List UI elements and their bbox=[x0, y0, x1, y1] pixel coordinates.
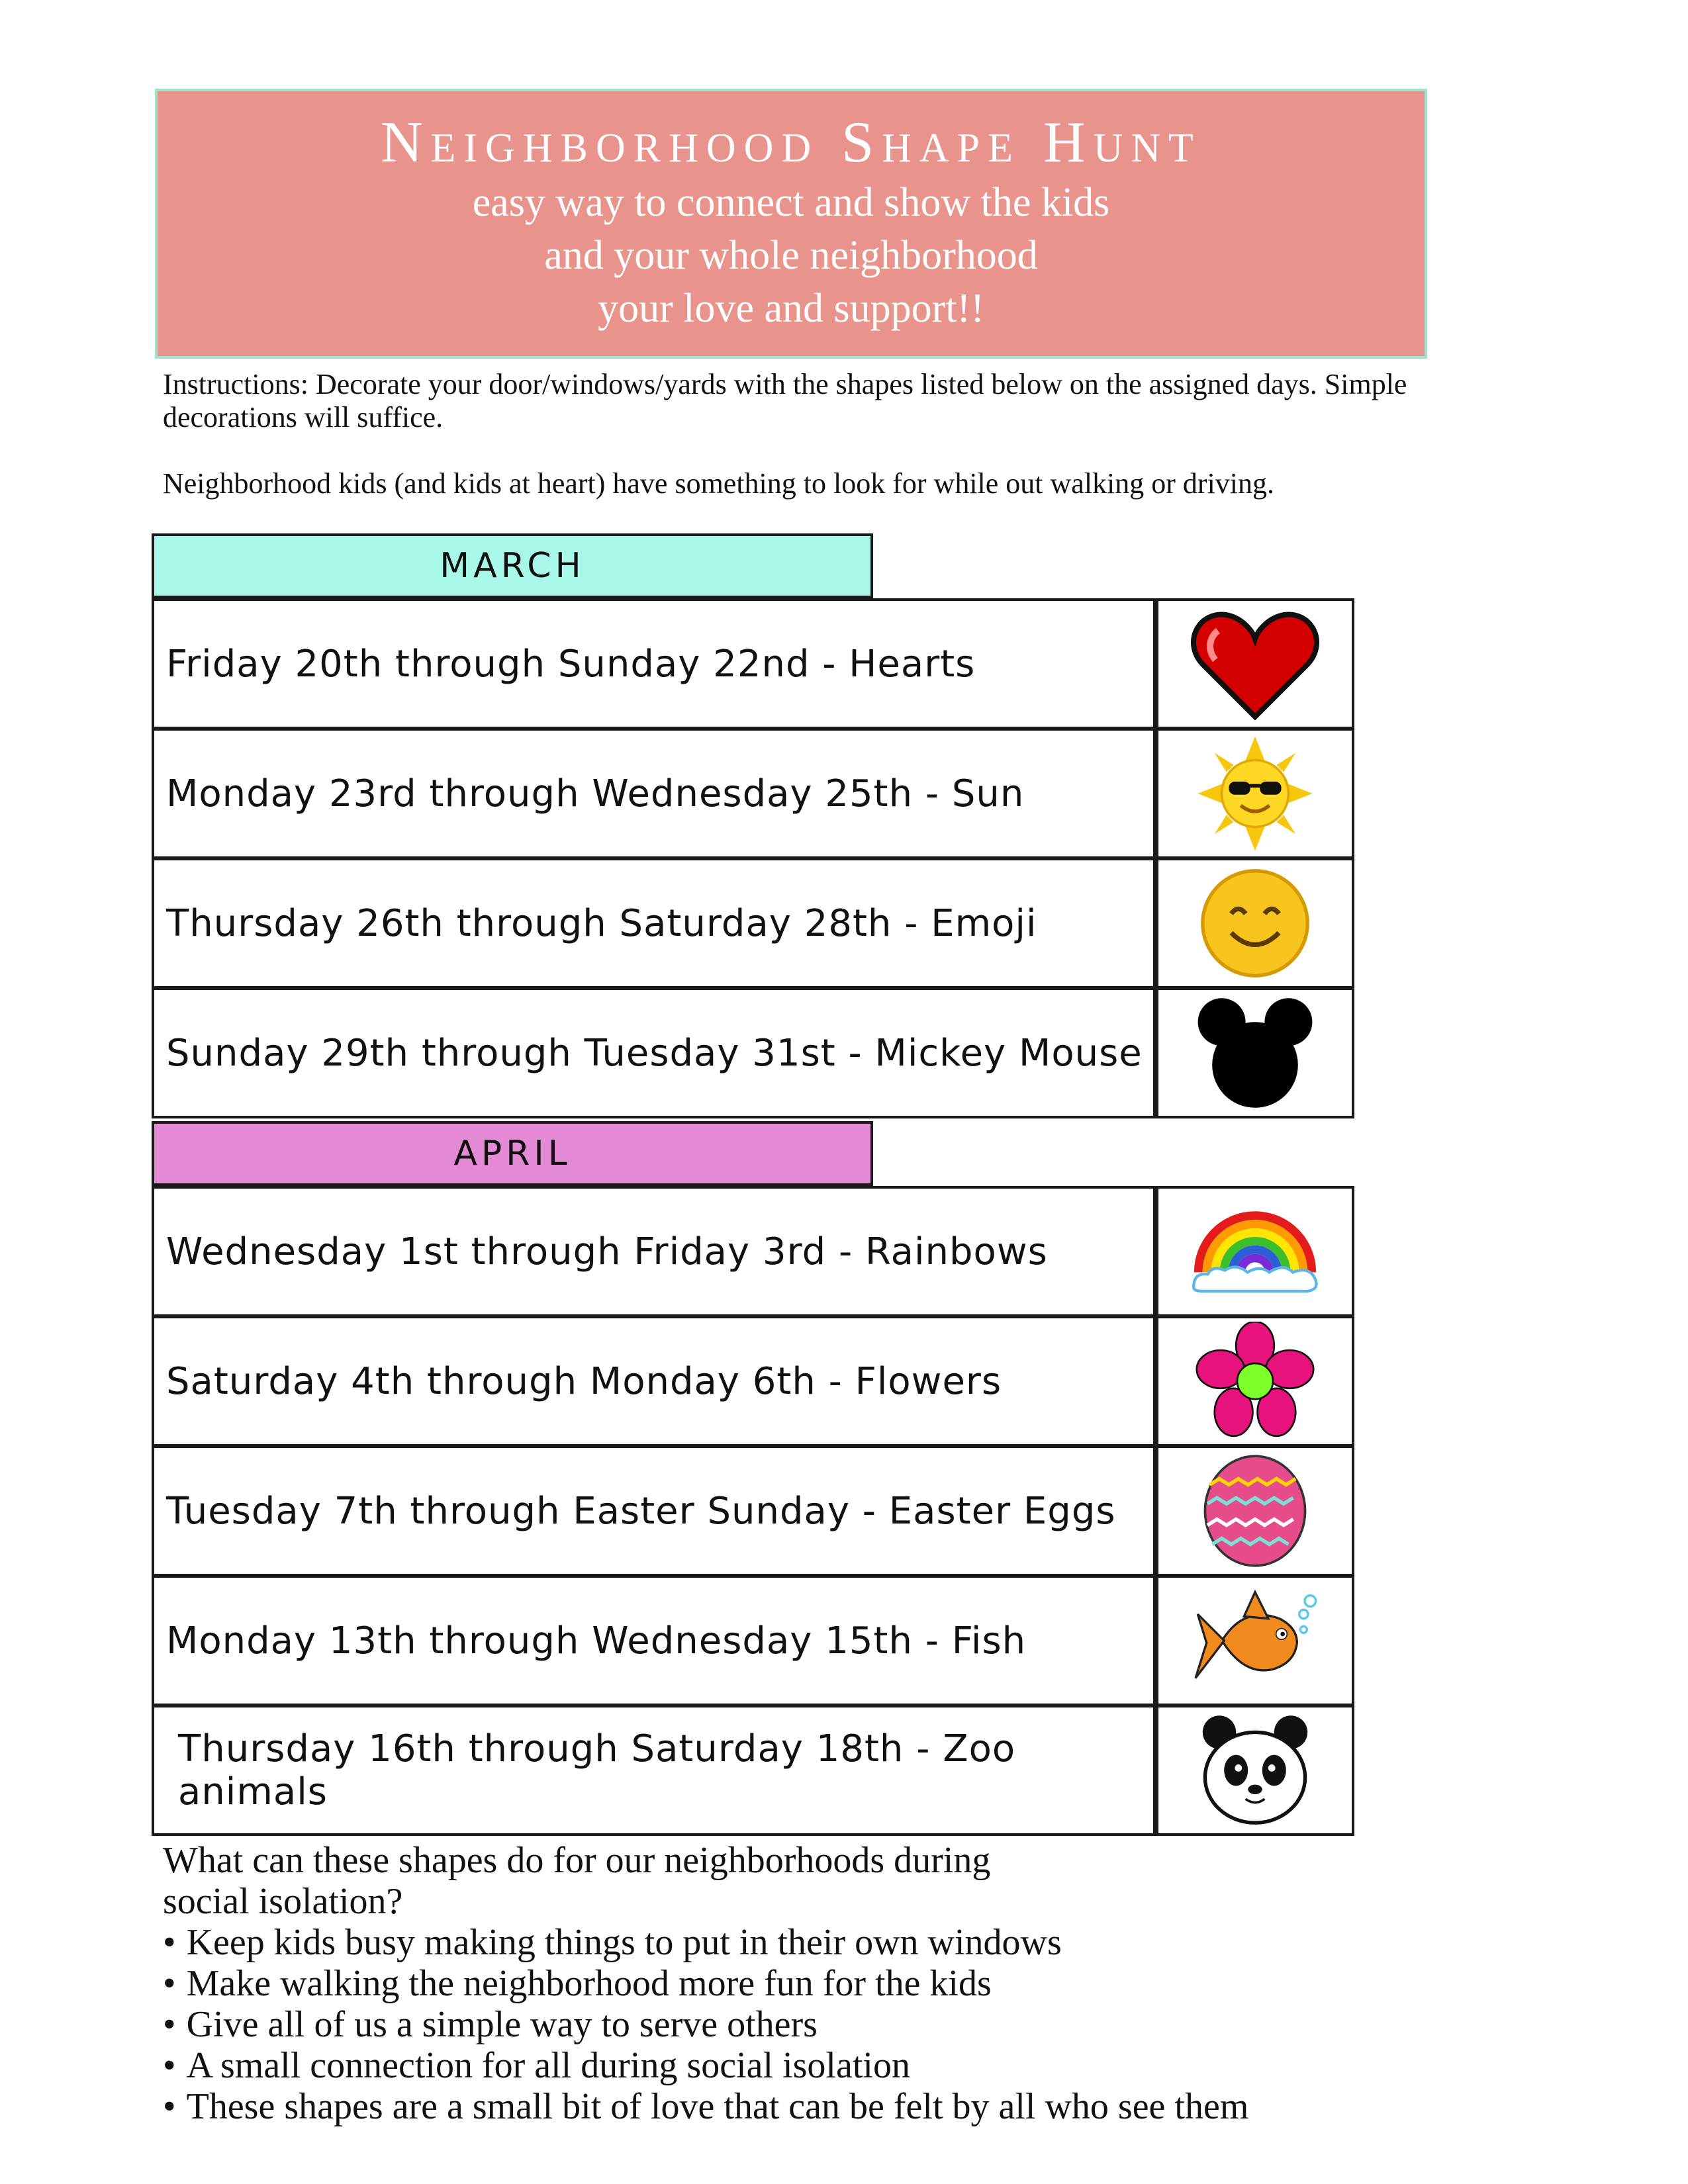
schedule-text: Tuesday 7th through Easter Sunday - Easter Eggs bbox=[166, 1489, 1116, 1533]
schedule-text: Wednesday 1st through Friday 3rd - Rainbows bbox=[166, 1230, 1048, 1273]
month-header-april: APRIL bbox=[152, 1121, 873, 1186]
subtitle-line: your love and support!! bbox=[598, 286, 984, 331]
list-item: • These shapes are a small bit of love that can be felt by all who see them bbox=[163, 2086, 1487, 2127]
flower-icon bbox=[1156, 1316, 1354, 1447]
schedule-row bbox=[152, 1575, 1156, 1706]
subtitle-line: easy way to connect and show the kids bbox=[472, 180, 1110, 225]
intro-text: Neighborhood kids (and kids at heart) have something to look for while out walking or driving. bbox=[163, 467, 1275, 500]
schedule-row bbox=[152, 1445, 1156, 1576]
schedule-row bbox=[152, 987, 1156, 1118]
schedule-row bbox=[152, 1316, 1156, 1447]
instructions-text: Instructions: Decorate your door/windows/yards with the shapes listed below on the assigned days. Simple decorations will suffice. bbox=[163, 368, 1407, 433]
schedule-row bbox=[152, 728, 1156, 859]
sun-icon bbox=[1156, 728, 1354, 859]
page-title: Neighborhood Shape Hunt bbox=[380, 111, 1201, 175]
easter-egg-icon bbox=[1156, 1445, 1354, 1576]
emoji-icon bbox=[1156, 858, 1354, 989]
list-item: • Give all of us a simple way to serve others bbox=[163, 2004, 1487, 2045]
list-item: • A small connection for all during social isolation bbox=[163, 2045, 1487, 2086]
fish-icon bbox=[1156, 1575, 1354, 1706]
schedule-row bbox=[152, 598, 1156, 729]
mickey-mouse-icon bbox=[1156, 987, 1354, 1118]
closing-question: What can these shapes do for our neighborhoods during bbox=[163, 1840, 991, 1881]
rainbow-icon bbox=[1156, 1186, 1354, 1317]
closing-question: social isolation? bbox=[163, 1881, 403, 1922]
schedule-text: Thursday 26th through Saturday 28th - Emoji bbox=[166, 901, 1037, 945]
list-item: • Keep kids busy making things to put in their own windows bbox=[163, 1922, 1487, 1963]
schedule-text: Monday 23rd through Wednesday 25th - Sun bbox=[166, 772, 1025, 815]
schedule-text: Thursday 16th through Saturday 18th - Zoo animals bbox=[178, 1727, 1016, 1813]
schedule-row bbox=[152, 1186, 1156, 1317]
subtitle-line: and your whole neighborhood bbox=[544, 233, 1038, 278]
benefits-list bbox=[163, 1922, 1487, 2127]
list-item: • Make walking the neighborhood more fun for the kids bbox=[163, 1963, 1487, 2004]
closing-section bbox=[163, 1840, 1487, 2127]
title-banner bbox=[155, 89, 1427, 359]
schedule-text: Friday 20th through Sunday 22nd - Hearts bbox=[166, 642, 976, 686]
schedule-row bbox=[152, 858, 1156, 989]
schedule-text: Saturday 4th through Monday 6th - Flowers bbox=[166, 1359, 1002, 1403]
schedule-text: Monday 13th through Wednesday 15th - Fish bbox=[166, 1619, 1027, 1662]
panda-icon bbox=[1156, 1705, 1354, 1836]
month-header-march: MARCH bbox=[152, 533, 873, 598]
schedule-row bbox=[152, 1705, 1156, 1836]
heart-icon bbox=[1156, 598, 1354, 729]
schedule-text: Sunday 29th through Tuesday 31st - Mickey Mouse bbox=[166, 1031, 1143, 1075]
